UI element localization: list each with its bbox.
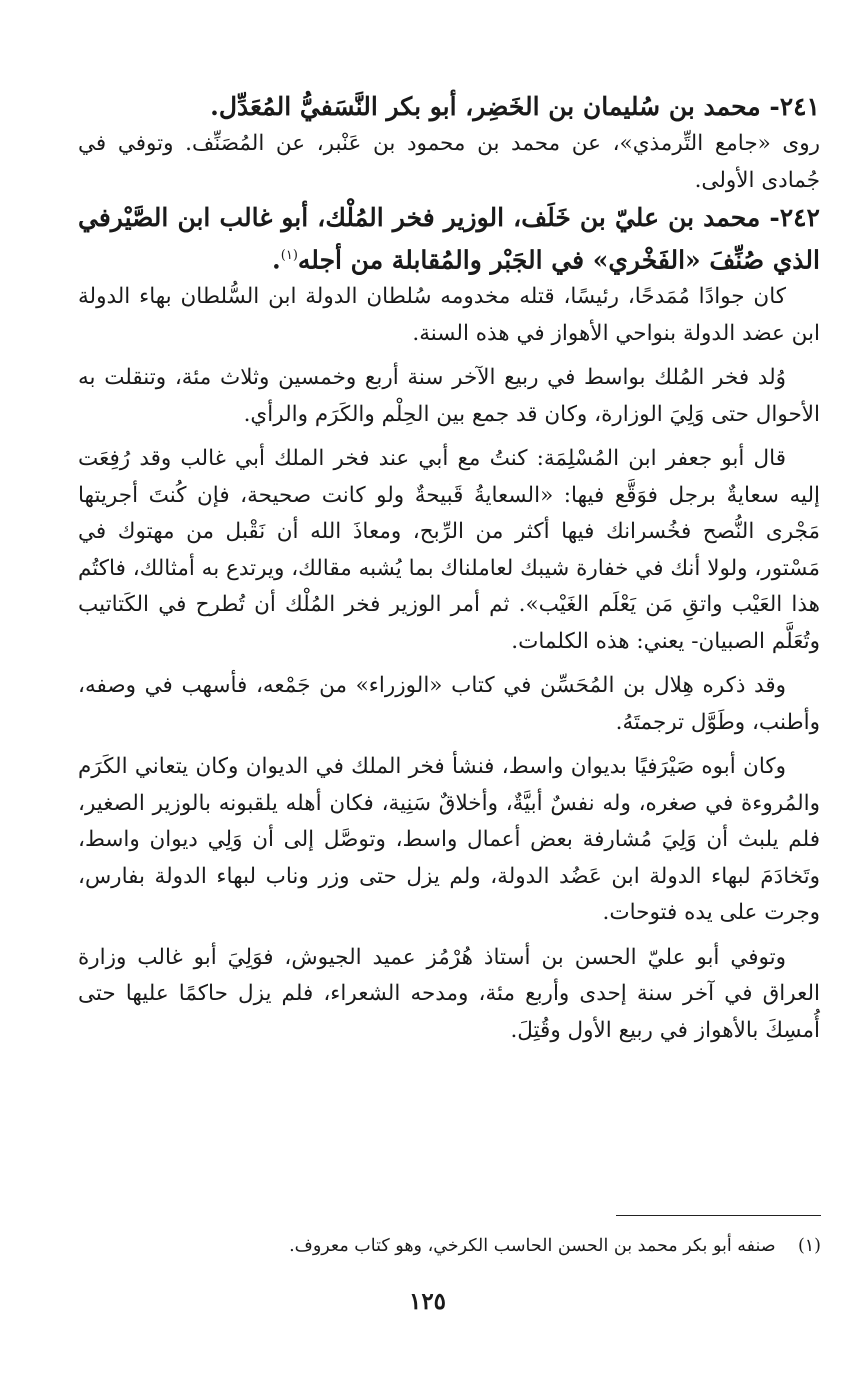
entry-242-paragraph-5: وكان أبوه صَيْرَفيًا بديوان واسط، فنشأ فخر الملك في الديوان وكان يتعاني الكَرَم والمُروءة في صغره، وله نفسٌ أبيَّةٌ، وأخلاقٌ سَنِية، فكان أهله يلقبونه بالوزير الصغير، فلم يلبث أن وَلِيَ مُشارفة بعض أعمال واسط، وتوصَّل إلى أن وَلِي ديوان واسط، وتَخادَمَ لبهاء الدولة ابن عَضُد الدولة، ولم يزل حتى وزر وناب لبهاء الدولة بفارس، وجرت على يده فتوحات. <box>78 754 820 926</box>
entry-241-title: ٢٤١- محمد بن سُليمان بن الخَضِر، أبو بكر النَّسَفيُّ المُعَدِّل. <box>210 92 820 121</box>
footnote <box>79 1232 821 1260</box>
entry-242-title: ٢٤٢- محمد بن عليّ بن خَلَف، الوزير فخر المُلْك، أبو غالب ابن الصَّيْرفي الذي صُنِّفَ «الفَخْري» في الجَبْر والمُقابلة من أجله$^{(١)}$. <box>78 203 820 275</box>
footnote-text: صنفه أبو بكر محمد بن الحسن الحاسب الكرخي، وهو كتاب معروف. <box>289 1236 776 1256</box>
footnote-mark: (١) <box>797 1236 821 1256</box>
entry-241-paragraph: روى «جامع التِّرمذي»، عن محمد بن محمود بن عَنْبر، عن المُصَنِّف. وتوفي في جُمادى الأولى. <box>78 131 820 193</box>
page-body <box>78 88 820 1049</box>
entry-242-title-text: ٢٤٢- محمد بن عليّ بن خَلَف، الوزير فخر المُلْك، أبو غالب ابن الصَّيْرفي الذي صُنِّفَ «الفَخْري» في الجَبْر والمُقابلة من أجله <box>78 203 820 275</box>
footnote-reference[interactable]: (١) <box>280 248 298 263</box>
page-number: ١٢٥ <box>408 1288 447 1315</box>
footnote-separator <box>616 1215 821 1216</box>
entry-242-paragraph-3: قال أبو جعفر ابن المُسْلِمَة: كنتُ مع أبي عند فخر الملك أبي غالب وقد رُفِعَت إليه سعايةٌ برجل فوَقَّع فيها: «السعايةُ قَبيحةٌ ولو كانت صحيحة، فإن كُنتَ أجريتها مَجْرى النُّصح فخُسرانك فيها أكثر من الرِّبح، ومعاذَ الله أن نَقْبل من مهتوك في مَسْتور، ولولا أنك في خفارة شيبك لعاملناك بما يُشبه مقالك، ويرتدع به أمثالك، فاكتُم هذا العَيْب واتقِ مَن يَعْلَم الغَيْب». ثم أمر الوزير فخر المُلْك أن تُطرح في الكَتاتيب وتُعَلَّم الصبيان- يعني: هذه الكلمات. <box>78 446 820 654</box>
entry-242-paragraph-6: وتوفي أبو عليّ الحسن بن أستاذ هُرْمُز عميد الجيوش، فوَلِيَ أبو غالب وزارة العراق في آخر سنة إحدى وأربع مئة، ومدحه الشعراء، فلم يزل حاكمًا عليها حتى أُمسِكَ بالأهواز في ربيع الأول وقُتِلَ. <box>78 944 820 1043</box>
entry-242-paragraph-4: وقد ذكره هِلال بن المُحَسِّن في كتاب «الوزراء» من جَمْعه، فأسهب في وصفه، وأطنب، وطَوَّل ترجمتَهُ. <box>78 673 820 735</box>
entry-242-paragraph-2: وُلد فخر المُلك بواسط في ربيع الآخر سنة أربع وخمسين وثلاث مئة، وتنقلت به الأحوال حتى وَلِيَ الوزارة، وكان قد جمع بين الحِلْم والكَرَم والرأي. <box>78 365 820 427</box>
entry-242-paragraph-1: كان جوادًا مُمَدحًا، رئيسًا، قتله مخدومه سُلطان الدولة ابن السُّلطان بهاء الدولة ابن عضد الدولة بنواحي الأهواز في هذه السنة. <box>78 284 820 346</box>
